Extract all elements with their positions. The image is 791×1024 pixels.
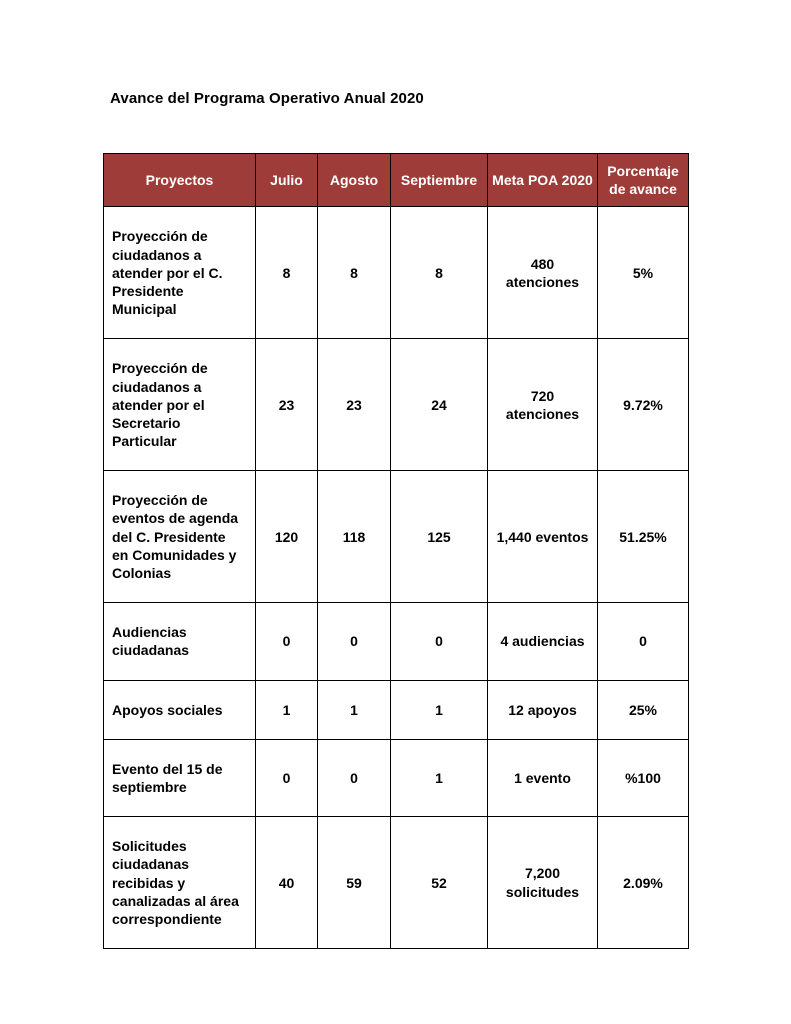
value-cell: 8 bbox=[256, 207, 318, 339]
value-cell: 52 bbox=[391, 817, 488, 949]
value-cell: 720 atenciones bbox=[488, 339, 598, 471]
value-cell: %100 bbox=[598, 739, 689, 816]
column-header: Proyectos bbox=[104, 154, 256, 207]
table-row bbox=[104, 207, 689, 339]
value-cell: 8 bbox=[391, 207, 488, 339]
project-cell: Proyección de eventos de agenda del C. Presidente en Comunidades y Colonias bbox=[104, 471, 256, 603]
value-cell: 24 bbox=[391, 339, 488, 471]
poa-progress-table bbox=[103, 153, 689, 949]
value-cell: 118 bbox=[318, 471, 391, 603]
value-cell: 0 bbox=[391, 603, 488, 680]
value-cell: 1 bbox=[391, 739, 488, 816]
value-cell: 9.72% bbox=[598, 339, 689, 471]
table-row bbox=[104, 339, 689, 471]
value-cell: 23 bbox=[256, 339, 318, 471]
value-cell: 0 bbox=[256, 603, 318, 680]
value-cell: 1,440 eventos bbox=[488, 471, 598, 603]
column-header: Agosto bbox=[318, 154, 391, 207]
table-body bbox=[104, 207, 689, 949]
value-cell: 1 bbox=[256, 680, 318, 739]
value-cell: 0 bbox=[598, 603, 689, 680]
value-cell: 23 bbox=[318, 339, 391, 471]
column-header: Septiembre bbox=[391, 154, 488, 207]
column-header: Julio bbox=[256, 154, 318, 207]
project-cell: Apoyos sociales bbox=[104, 680, 256, 739]
table-row bbox=[104, 471, 689, 603]
project-cell: Audiencias ciudadanas bbox=[104, 603, 256, 680]
project-cell: Proyección de ciudadanos a atender por el C. Presidente Municipal bbox=[104, 207, 256, 339]
column-header: Meta POA 2020 bbox=[488, 154, 598, 207]
value-cell: 125 bbox=[391, 471, 488, 603]
value-cell: 59 bbox=[318, 817, 391, 949]
value-cell: 8 bbox=[318, 207, 391, 339]
value-cell: 5% bbox=[598, 207, 689, 339]
project-cell: Solicitudes ciudadanas recibidas y canalizadas al área correspondiente bbox=[104, 817, 256, 949]
value-cell: 2.09% bbox=[598, 817, 689, 949]
value-cell: 4 audiencias bbox=[488, 603, 598, 680]
table-header-row bbox=[104, 154, 689, 207]
value-cell: 0 bbox=[256, 739, 318, 816]
table-row bbox=[104, 817, 689, 949]
table-row bbox=[104, 739, 689, 816]
value-cell: 1 evento bbox=[488, 739, 598, 816]
project-cell: Proyección de ciudadanos a atender por el Secretario Particular bbox=[104, 339, 256, 471]
column-header: Porcentaje de avance bbox=[598, 154, 689, 207]
value-cell: 0 bbox=[318, 739, 391, 816]
value-cell: 120 bbox=[256, 471, 318, 603]
value-cell: 25% bbox=[598, 680, 689, 739]
document-title: Avance del Programa Operativo Anual 2020 bbox=[110, 90, 424, 107]
value-cell: 480 atenciones bbox=[488, 207, 598, 339]
table-row bbox=[104, 680, 689, 739]
value-cell: 0 bbox=[318, 603, 391, 680]
value-cell: 40 bbox=[256, 817, 318, 949]
project-cell: Evento del 15 de septiembre bbox=[104, 739, 256, 816]
value-cell: 7,200 solicitudes bbox=[488, 817, 598, 949]
value-cell: 51.25% bbox=[598, 471, 689, 603]
value-cell: 1 bbox=[391, 680, 488, 739]
value-cell: 12 apoyos bbox=[488, 680, 598, 739]
value-cell: 1 bbox=[318, 680, 391, 739]
table-row bbox=[104, 603, 689, 680]
